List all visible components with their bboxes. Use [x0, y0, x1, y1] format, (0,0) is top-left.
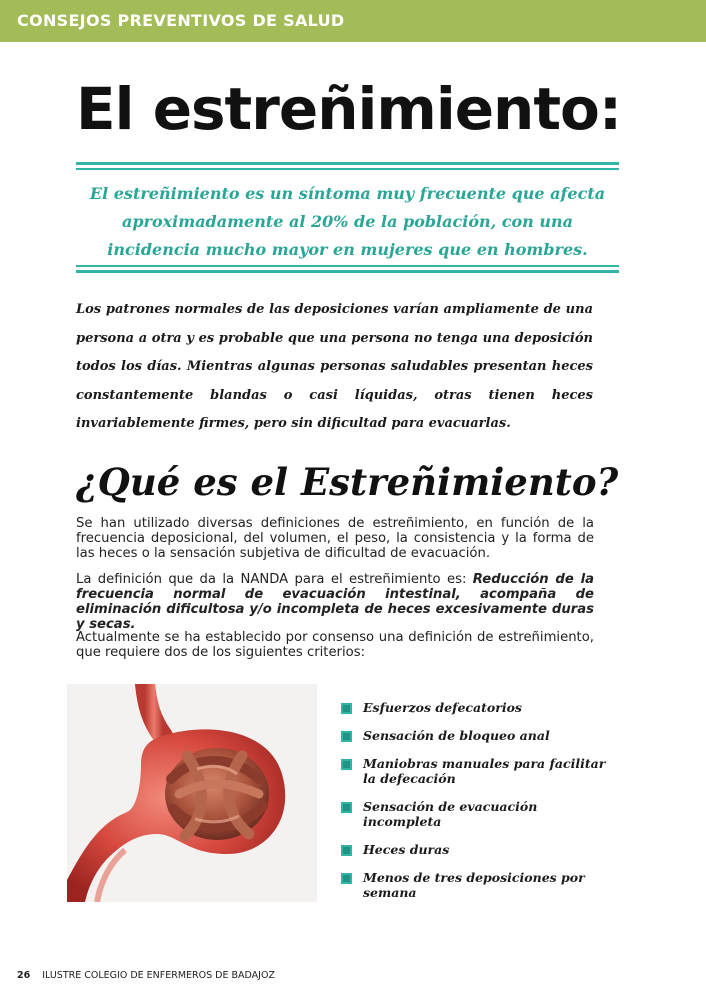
page-footer [17, 970, 275, 981]
lead-bottom-rule-thin [76, 265, 619, 267]
square-bullet-icon [341, 759, 352, 770]
lead-paragraph: El estreñimiento es un síntoma muy frecuente que afecta aproximadamente al 20% de la población, con una incidencia mucho mayor en mujeres que en hombres. [89, 184, 606, 259]
lead-top-rule-thin [76, 168, 619, 170]
criteria-item: Sensación de evacuación incompleta [341, 799, 611, 829]
nanda-paragraph [76, 572, 594, 632]
square-bullet-icon [341, 731, 352, 742]
section-title: ¿Qué es el Estreñimiento? [76, 460, 619, 504]
lead-bottom-rule [76, 270, 619, 273]
nanda-prefix: La definición que da la NANDA para el estreñimiento es: [76, 572, 473, 587]
lead-top-rule [76, 162, 619, 165]
square-bullet-icon [341, 845, 352, 856]
nanda-definition: Reducción de la frecuencia normal de evacuación intestinal, acompaña de eliminación dificultosa y/o incompleta de heces excesivamente duras y secas. [76, 572, 595, 632]
criteria-item: Sensación de bloqueo anal [341, 728, 611, 743]
square-bullet-icon [341, 802, 352, 813]
criteria-item: Heces duras [341, 842, 611, 857]
square-bullet-icon [341, 873, 352, 884]
definition-paragraph: Se han utilizado diversas definiciones de estreñimiento, en función de la frecuencia deposicional, del volumen, el peso, la consistencia y la forma de las heces o la sensación subjetiva de dificultad de evacuación. [76, 516, 594, 561]
intro-paragraph: Los patrones normales de las deposiciones varían ampliamente de una persona a otra y es probable que una persona no tenga una deposición todos los días. Mientras algunas personas saludables presentan heces constantemente blandas o casi líquidas, otras tienen heces invariablemente firmes, pero sin dificultad para evacuarlas. [76, 302, 593, 431]
consensus-paragraph: Actualmente se ha establecido por consenso una definición de estreñimiento, que requiere dos de los siguientes criterios: [76, 630, 594, 660]
square-bullet-icon [341, 703, 352, 714]
criteria-item: Maniobras manuales para facilitar la defecación [341, 756, 611, 786]
stomach-knot-illustration [67, 684, 317, 902]
publisher-name: ILUSTRE COLEGIO DE ENFERMEROS DE BADAJOZ [42, 970, 275, 981]
page-title: El estreñimiento: [76, 75, 622, 143]
section-header-bar [0, 0, 706, 42]
criteria-item: Esfuerzos defecatorios [341, 700, 611, 715]
criteria-list [341, 700, 611, 913]
section-label: CONSEJOS PREVENTIVOS DE SALUD [17, 11, 345, 30]
criteria-item: Menos de tres deposiciones por semana [341, 870, 611, 900]
page-number: 26 [17, 970, 31, 981]
